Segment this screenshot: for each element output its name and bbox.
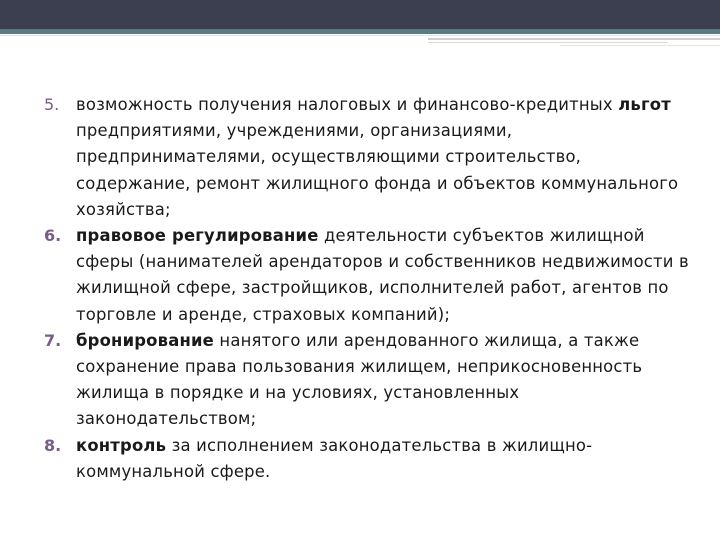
slide-header-bar: [0, 0, 720, 29]
list-item-number: 5.: [44, 95, 60, 114]
list-item-text-rest: за исполнением законодательства в жилищно-коммунальной сфере.: [76, 435, 593, 481]
decorative-line: [560, 45, 720, 46]
list-item: [44, 92, 694, 223]
list-item-text: [76, 92, 694, 223]
list-item-text-rest: нанятого или арендованного жилища, а также сохранение права пользования жилищем, неприкосновенность жилища в порядке и на условиях, установленных законодательством;: [76, 330, 643, 429]
list-item: [44, 433, 694, 485]
list-item-keyword: льгот: [618, 95, 671, 114]
list-item-text: [76, 328, 694, 433]
list-item-text: [76, 223, 694, 328]
decorative-line: [428, 38, 720, 40]
list-item: [44, 328, 694, 433]
list-item-text-start: возможность получения налоговых и финансово-кредитных: [76, 95, 619, 114]
numbered-list: [44, 92, 694, 485]
list-item-number: 6.: [44, 226, 62, 246]
list-item-keyword: контроль: [76, 435, 167, 455]
list-item-text-rest: деятельности субъектов жилищной сферы (нанимателей арендаторов и собственников недвижимости в жилищной сфере, застройщиков, исполнителей работ, агентов по торговле и аренде, страховых компаний);: [76, 226, 689, 324]
slide-accent-strip: [0, 29, 720, 34]
decorative-line: [428, 42, 668, 43]
list-item-text: [76, 433, 694, 485]
list-item-keyword: правовое регулирование: [76, 226, 319, 246]
list-item: [44, 223, 694, 328]
list-item-number: 7.: [44, 330, 62, 350]
decorative-line: [0, 35, 720, 36]
list-item-text-end: предприятиями, учреждениями, организациями, предпринимателями, осуществляющими строительство, содержание, ремонт жилищного фонда и объектов коммунального хозяйства;: [76, 121, 679, 219]
list-item-number: 8.: [44, 435, 62, 455]
list-item-keyword: бронирование: [76, 330, 214, 350]
